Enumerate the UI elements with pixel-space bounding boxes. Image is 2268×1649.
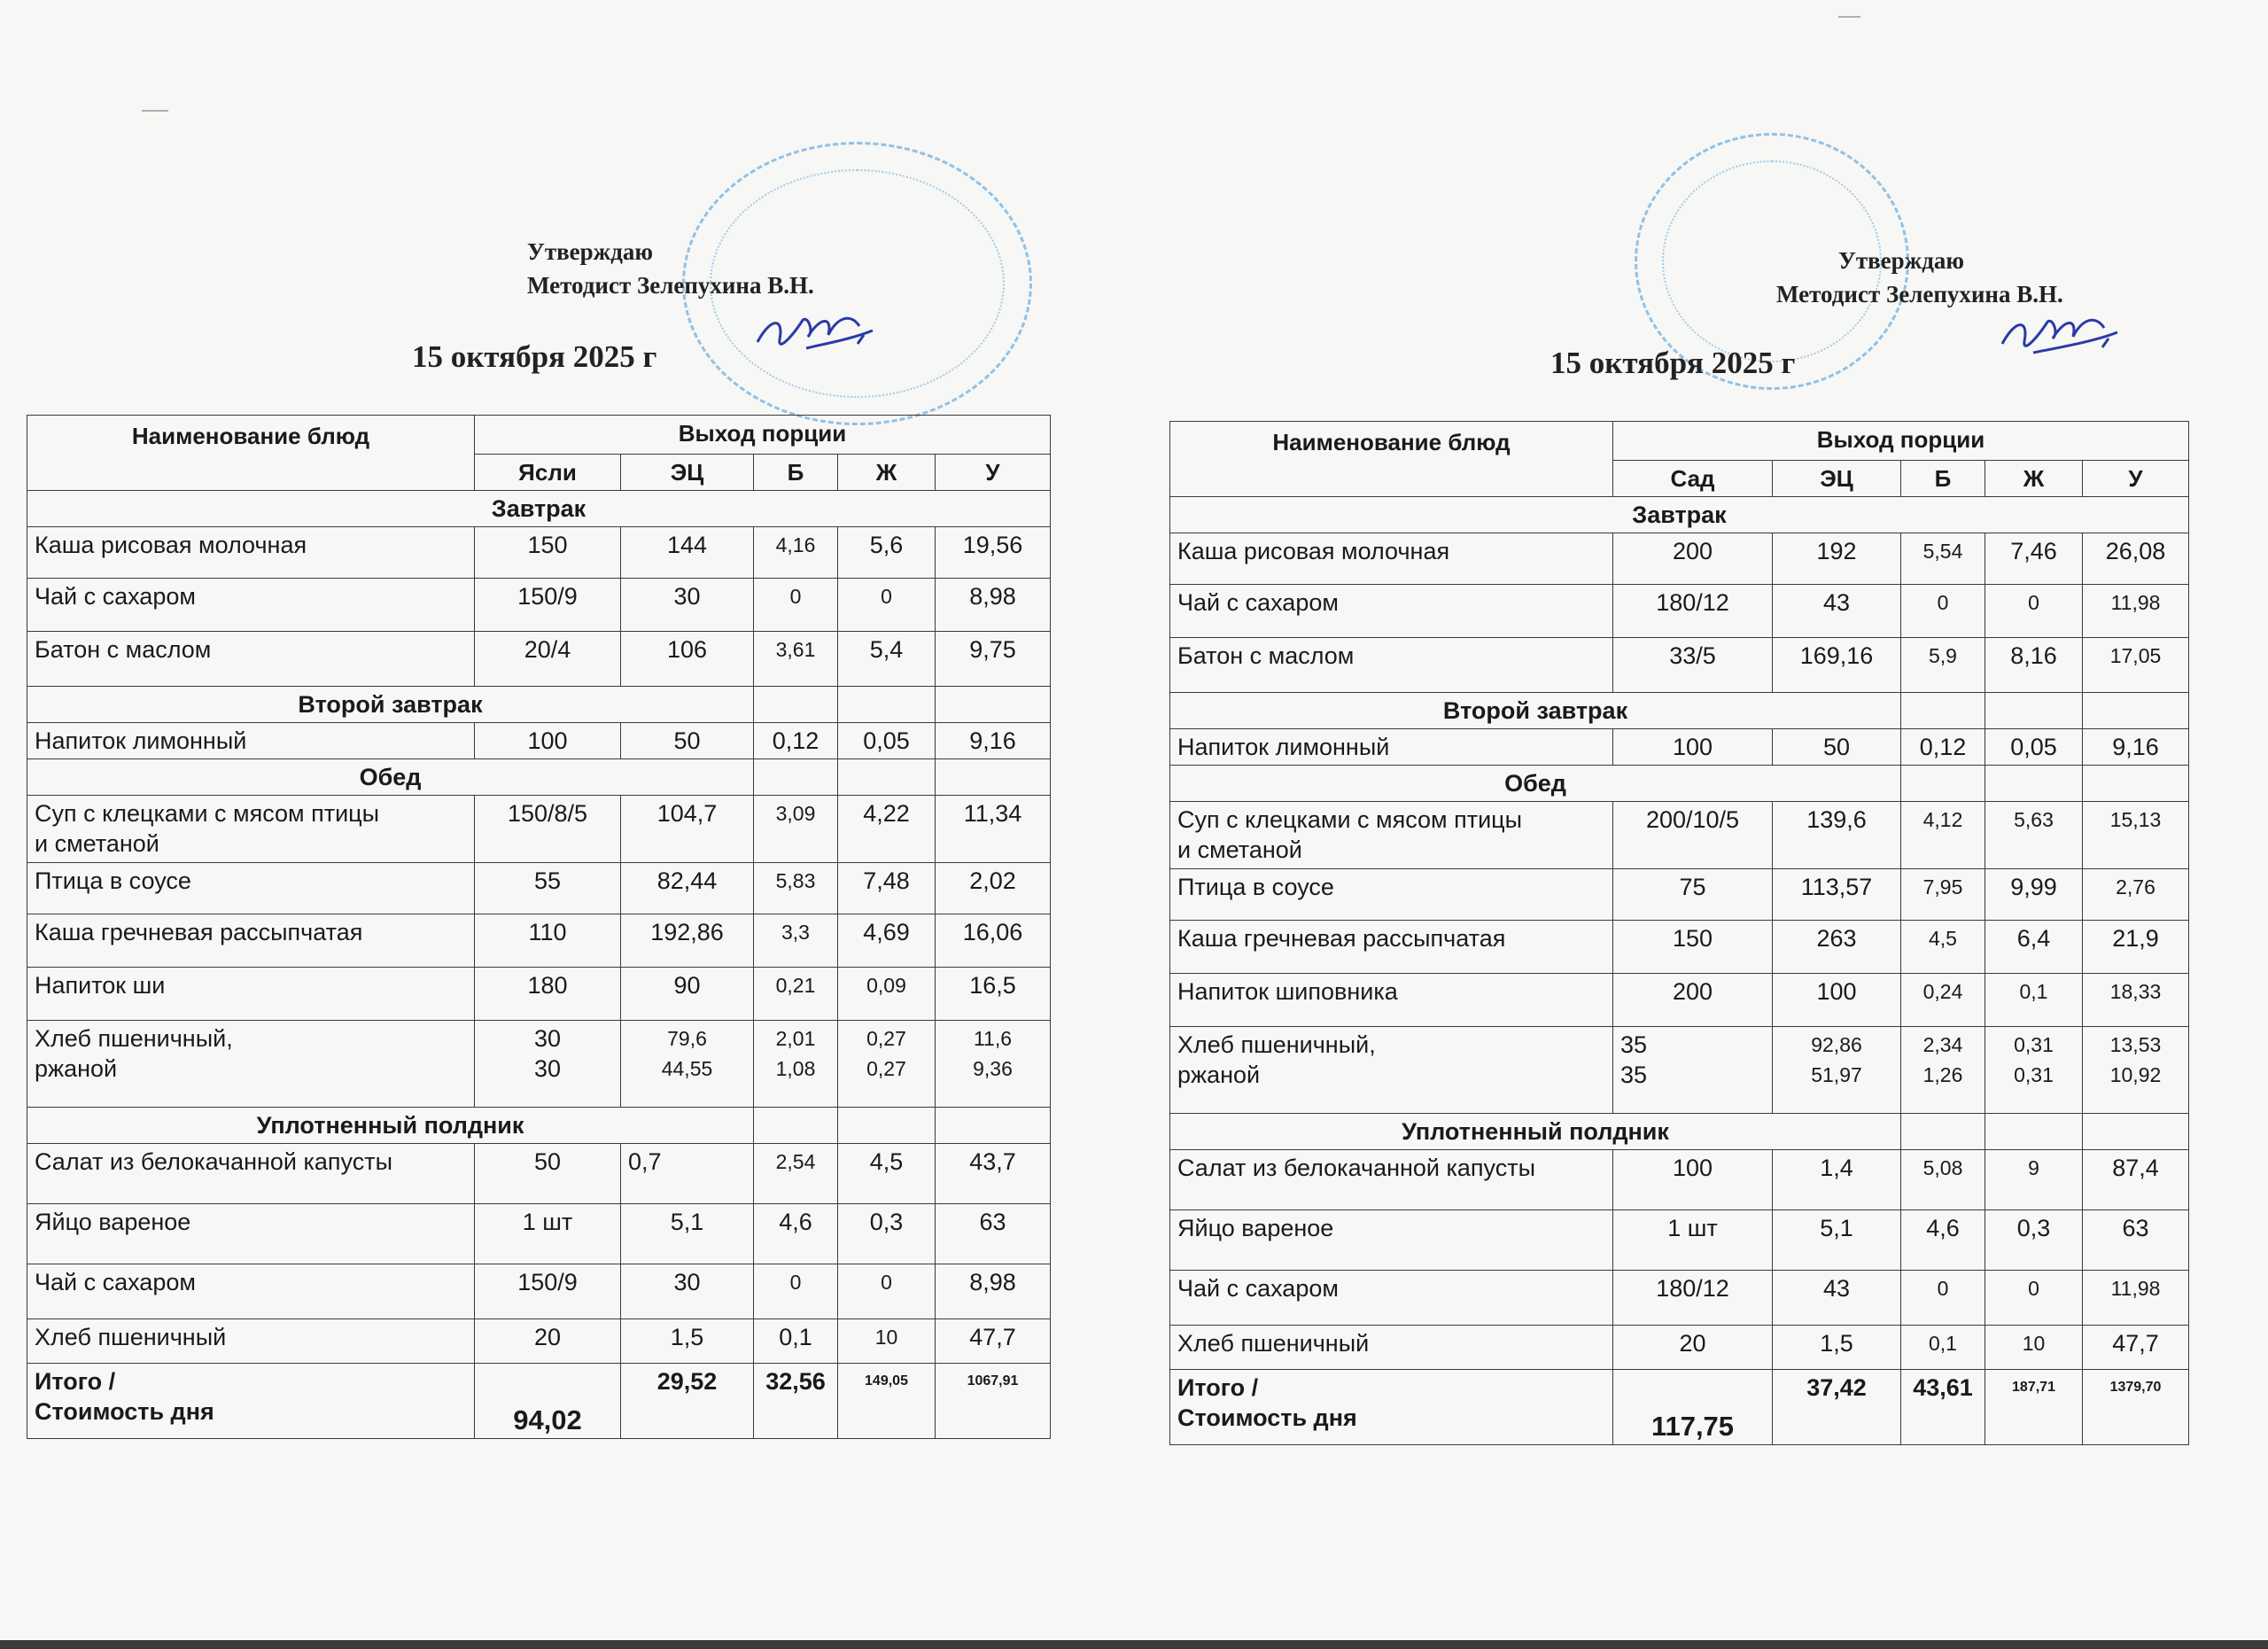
dish-name-line2: ржаной [1177, 1062, 1261, 1088]
fat: 5,63 [1985, 802, 2083, 869]
table-row [1170, 533, 2189, 585]
signature-icon [1998, 301, 2122, 363]
carbs: 63 [936, 1204, 1051, 1264]
menu-table [27, 415, 1051, 1439]
scan-speck [142, 110, 168, 112]
energy: 90 [621, 968, 754, 1021]
carbs: 18,33 [2083, 974, 2189, 1027]
fat [838, 1021, 936, 1108]
protein: 5,54 [1901, 533, 1985, 585]
fat: 7,48 [838, 863, 936, 914]
protein: 0 [754, 579, 838, 632]
dish-name: Чай с сахаром [27, 579, 475, 632]
protein: 3,3 [754, 914, 838, 968]
energy: 30 [621, 579, 754, 632]
protein: 0,24 [1901, 974, 1985, 1027]
table-row [27, 579, 1051, 632]
fat-line1: 0,31 [2014, 1033, 2054, 1056]
protein: 0,12 [1901, 729, 1985, 766]
dish-name-line2: ржаной [35, 1055, 118, 1082]
section-lunch: Обед [1170, 766, 1901, 802]
protein: 4,6 [1901, 1210, 1985, 1271]
protein: 0,21 [754, 968, 838, 1021]
portion: 100 [1613, 1150, 1773, 1210]
table-row [1170, 869, 2189, 921]
portion: 150/9 [475, 1264, 621, 1319]
approval-title: Утверждаю [1838, 247, 1965, 274]
energy: 106 [621, 632, 754, 687]
energy: 113,57 [1773, 869, 1901, 921]
total-label [1170, 1370, 1613, 1445]
approval-signer: Методист Зелепухина В.Н. [1776, 281, 2063, 307]
energy: 50 [621, 723, 754, 759]
carbs: 2,76 [2083, 869, 2189, 921]
total-protein: 32,56 [754, 1364, 838, 1439]
energy: 144 [621, 527, 754, 579]
menu-table [1169, 421, 2189, 1445]
total-label [27, 1364, 475, 1439]
header-age-group: Ясли [475, 455, 621, 491]
energy: 192,86 [621, 914, 754, 968]
energy: 1,5 [1773, 1326, 1901, 1370]
carbs [2083, 1027, 2189, 1114]
carbs: 9,75 [936, 632, 1051, 687]
protein: 2,54 [754, 1144, 838, 1204]
carbs-line1: 11,6 [973, 1027, 1013, 1050]
energy: 50 [1773, 729, 1901, 766]
portion: 150 [475, 527, 621, 579]
dish-name: Каша рисовая молочная [27, 527, 475, 579]
fat: 7,46 [1985, 533, 2083, 585]
header-carbs: У [2083, 461, 2189, 497]
portion: 180 [475, 968, 621, 1021]
section-second-breakfast: Второй завтрак [27, 687, 754, 723]
protein: 0,12 [754, 723, 838, 759]
dish-name: Чай с сахаром [27, 1264, 475, 1319]
header-protein: Б [1901, 461, 1985, 497]
header-fat: Ж [838, 455, 936, 491]
energy: 169,16 [1773, 638, 1901, 693]
table-row [27, 1204, 1051, 1264]
energy: 0,7 [621, 1144, 754, 1204]
fat: 0,05 [1985, 729, 2083, 766]
portion [1613, 1027, 1773, 1114]
portion: 1 шт [475, 1204, 621, 1264]
total-label-line1: Итого / [1177, 1374, 1259, 1401]
carbs: 47,7 [936, 1319, 1051, 1364]
dish-name: Каша гречневая рассыпчатая [27, 914, 475, 968]
fat: 0,3 [838, 1204, 936, 1264]
fat: 0,05 [838, 723, 936, 759]
scan-speck [1838, 16, 1860, 18]
dish-name: Батон с маслом [27, 632, 475, 687]
fat: 9,99 [1985, 869, 2083, 921]
empty-cell [838, 687, 936, 723]
empty-cell [936, 687, 1051, 723]
table-row [1170, 921, 2189, 974]
portion-line1: 30 [533, 1025, 562, 1052]
header-energy: ЭЦ [1773, 461, 1901, 497]
empty-cell [754, 687, 838, 723]
dish-name-line1: Суп с клецками с мясом птицы [1177, 806, 1523, 833]
empty-cell [1901, 1114, 1985, 1150]
carbs: 11,34 [936, 796, 1051, 863]
portion: 33/5 [1613, 638, 1773, 693]
protein [754, 1021, 838, 1108]
approval-signer: Методист Зелепухина В.Н. [527, 272, 814, 299]
header-portion-output: Выход порции [1613, 422, 2189, 461]
document-date: 15 октября 2025 г [412, 339, 657, 374]
empty-cell [838, 1108, 936, 1144]
carbs: 2,02 [936, 863, 1051, 914]
energy: 100 [1773, 974, 1901, 1027]
dish-name: Салат из белокачанной капусты [27, 1144, 475, 1204]
total-energy: 37,42 [1773, 1370, 1901, 1445]
portion-line2: 30 [533, 1055, 562, 1082]
day-cost: 94,02 [475, 1364, 621, 1439]
fat: 0 [838, 1264, 936, 1319]
portion: 150/9 [475, 579, 621, 632]
portion: 180/12 [1613, 585, 1773, 638]
energy: 1,4 [1773, 1150, 1901, 1210]
dish-name: Напиток лимонный [1170, 729, 1613, 766]
table-row [1170, 1027, 2189, 1114]
protein-line2: 1,26 [1922, 1063, 1963, 1086]
energy: 104,7 [621, 796, 754, 863]
dish-name-line1: Хлеб пшеничный, [1177, 1031, 1376, 1058]
dish-name: Птица в соусе [1170, 869, 1613, 921]
fat: 10 [1985, 1326, 2083, 1370]
portion: 20 [475, 1319, 621, 1364]
carbs: 21,9 [2083, 921, 2189, 974]
protein: 4,5 [1901, 921, 1985, 974]
portion: 150/8/5 [475, 796, 621, 863]
scanner-edge [0, 1640, 2268, 1649]
dish-name: Чай с сахаром [1170, 585, 1613, 638]
carbs-line2: 10,92 [2109, 1063, 2162, 1086]
energy-line2: 44,55 [661, 1057, 713, 1080]
carbs: 8,98 [936, 579, 1051, 632]
empty-cell [838, 759, 936, 796]
carbs: 16,5 [936, 968, 1051, 1021]
carbs: 16,06 [936, 914, 1051, 968]
protein: 3,61 [754, 632, 838, 687]
table-row [1170, 802, 2189, 869]
energy: 5,1 [1773, 1210, 1901, 1271]
fat: 4,69 [838, 914, 936, 968]
empty-cell [1985, 1114, 2083, 1150]
empty-cell [1901, 693, 1985, 729]
carbs: 15,13 [2083, 802, 2189, 869]
protein: 5,08 [1901, 1150, 1985, 1210]
fat: 0,09 [838, 968, 936, 1021]
dish-name: Каша рисовая молочная [1170, 533, 1613, 585]
carbs: 87,4 [2083, 1150, 2189, 1210]
fat-line2: 0,31 [2014, 1063, 2054, 1086]
section-second-breakfast: Второй завтрак [1170, 693, 1901, 729]
protein: 0 [1901, 1271, 1985, 1326]
protein-line2: 1,08 [775, 1057, 816, 1080]
energy: 263 [1773, 921, 1901, 974]
table-row [27, 968, 1051, 1021]
carbs: 9,16 [936, 723, 1051, 759]
empty-cell [1901, 766, 1985, 802]
dish-name [27, 796, 475, 863]
day-cost: 117,75 [1613, 1370, 1773, 1445]
fat: 0 [1985, 1271, 2083, 1326]
empty-cell [754, 759, 838, 796]
document-date: 15 октября 2025 г [1550, 346, 1796, 380]
total-fat: 187,71 [1985, 1370, 2083, 1445]
portion: 50 [475, 1144, 621, 1204]
fat: 0 [838, 579, 936, 632]
protein-line1: 2,34 [1922, 1033, 1963, 1056]
protein: 0 [754, 1264, 838, 1319]
carbs: 8,98 [936, 1264, 1051, 1319]
carbs: 11,98 [2083, 1271, 2189, 1326]
energy-line1: 79,6 [667, 1027, 707, 1050]
portion-line2: 35 [1620, 1062, 1648, 1088]
table-row [27, 796, 1051, 863]
protein: 0,1 [1901, 1326, 1985, 1370]
header-dish-name: Наименование блюд [1170, 422, 1613, 497]
protein [1901, 1027, 1985, 1114]
fat: 0 [1985, 585, 2083, 638]
carbs-line2: 9,36 [973, 1057, 1013, 1080]
protein: 5,83 [754, 863, 838, 914]
carbs: 47,7 [2083, 1326, 2189, 1370]
table-row [27, 632, 1051, 687]
protein: 4,12 [1901, 802, 1985, 869]
energy-line1: 92,86 [1811, 1033, 1862, 1056]
dish-name: Батон с маслом [1170, 638, 1613, 693]
empty-cell [2083, 1114, 2189, 1150]
dish-name-line1: Суп с клецками с мясом птицы [35, 800, 380, 827]
dish-name: Хлеб пшеничный [27, 1319, 475, 1364]
fat: 9 [1985, 1150, 2083, 1210]
protein: 5,9 [1901, 638, 1985, 693]
table-row [27, 723, 1051, 759]
portion: 150 [1613, 921, 1773, 974]
table-row [1170, 974, 2189, 1027]
dish-name [27, 1021, 475, 1108]
header-energy: ЭЦ [621, 455, 754, 491]
total-protein: 43,61 [1901, 1370, 1985, 1445]
empty-cell [754, 1108, 838, 1144]
portion: 200/10/5 [1613, 802, 1773, 869]
table-row [1170, 585, 2189, 638]
energy [621, 1021, 754, 1108]
portion: 110 [475, 914, 621, 968]
carbs: 63 [2083, 1210, 2189, 1271]
empty-cell [936, 759, 1051, 796]
fat: 6,4 [1985, 921, 2083, 974]
carbs: 11,98 [2083, 585, 2189, 638]
energy: 192 [1773, 533, 1901, 585]
signature-icon [753, 299, 877, 362]
dish-name-line2: и сметаной [1177, 836, 1302, 863]
table-row [1170, 638, 2189, 693]
energy: 139,6 [1773, 802, 1901, 869]
dish-name-line1: Хлеб пшеничный, [35, 1025, 233, 1052]
dish-name [1170, 802, 1613, 869]
empty-cell [1985, 766, 2083, 802]
fat: 5,4 [838, 632, 936, 687]
portion: 100 [475, 723, 621, 759]
header-carbs: У [936, 455, 1051, 491]
portion: 200 [1613, 533, 1773, 585]
energy [1773, 1027, 1901, 1114]
table-row [27, 1319, 1051, 1364]
empty-cell [2083, 766, 2189, 802]
table-row [1170, 1326, 2189, 1370]
dish-name: Птица в соусе [27, 863, 475, 914]
table-row [27, 527, 1051, 579]
table-row [1170, 729, 2189, 766]
header-fat: Ж [1985, 461, 2083, 497]
fat: 10 [838, 1319, 936, 1364]
fat-line1: 0,27 [866, 1027, 906, 1050]
dish-name: Напиток ши [27, 968, 475, 1021]
table-row [27, 863, 1051, 914]
dish-name [1170, 1027, 1613, 1114]
total-label-line1: Итого / [35, 1368, 116, 1395]
table-row [27, 1264, 1051, 1319]
approval-title: Утверждаю [527, 238, 654, 265]
fat [1985, 1027, 2083, 1114]
energy: 43 [1773, 1271, 1901, 1326]
fat-line2: 0,27 [866, 1057, 906, 1080]
portion: 180/12 [1613, 1271, 1773, 1326]
table-row [27, 1144, 1051, 1204]
section-snack: Уплотненный полдник [27, 1108, 754, 1144]
energy: 82,44 [621, 863, 754, 914]
portion-line1: 35 [1620, 1031, 1648, 1058]
header-portion-output: Выход порции [475, 416, 1051, 455]
section-lunch: Обед [27, 759, 754, 796]
empty-cell [1985, 693, 2083, 729]
dish-name-line2: и сметаной [35, 830, 159, 857]
carbs: 26,08 [2083, 533, 2189, 585]
section-breakfast: Завтрак [1170, 497, 2189, 533]
energy: 1,5 [621, 1319, 754, 1364]
total-fat: 149,05 [838, 1364, 936, 1439]
header-age-group: Сад [1613, 461, 1773, 497]
total-row [27, 1364, 1051, 1439]
protein: 7,95 [1901, 869, 1985, 921]
carbs: 17,05 [2083, 638, 2189, 693]
carbs-line1: 13,53 [2109, 1033, 2162, 1056]
portion: 75 [1613, 869, 1773, 921]
total-row [1170, 1370, 2189, 1445]
table-row [27, 1021, 1051, 1108]
header-protein: Б [754, 455, 838, 491]
table-row [1170, 1210, 2189, 1271]
dish-name: Салат из белокачанной капусты [1170, 1150, 1613, 1210]
fat: 8,16 [1985, 638, 2083, 693]
empty-cell [936, 1108, 1051, 1144]
total-energy: 29,52 [621, 1364, 754, 1439]
fat: 4,5 [838, 1144, 936, 1204]
carbs: 43,7 [936, 1144, 1051, 1204]
dish-name: Яйцо вареное [27, 1204, 475, 1264]
approval-block [527, 235, 814, 302]
header-dish-name: Наименование блюд [27, 416, 475, 491]
dish-name: Каша гречневая рассыпчатая [1170, 921, 1613, 974]
dish-name: Напиток лимонный [27, 723, 475, 759]
total-carbs: 1067,91 [936, 1364, 1051, 1439]
carbs: 19,56 [936, 527, 1051, 579]
protein-line1: 2,01 [775, 1027, 816, 1050]
total-carbs: 1379,70 [2083, 1370, 2189, 1445]
portion: 20 [1613, 1326, 1773, 1370]
dish-name: Чай с сахаром [1170, 1271, 1613, 1326]
protein: 0 [1901, 585, 1985, 638]
table-row [1170, 1271, 2189, 1326]
carbs [936, 1021, 1051, 1108]
portion [475, 1021, 621, 1108]
energy: 43 [1773, 585, 1901, 638]
fat: 0,1 [1985, 974, 2083, 1027]
section-snack: Уплотненный полдник [1170, 1114, 1901, 1150]
protein: 4,6 [754, 1204, 838, 1264]
total-label-line2: Стоимость дня [1177, 1404, 1357, 1431]
total-label-line2: Стоимость дня [35, 1398, 214, 1425]
table-row [27, 914, 1051, 968]
portion: 200 [1613, 974, 1773, 1027]
protein: 0,1 [754, 1319, 838, 1364]
empty-cell [2083, 693, 2189, 729]
carbs: 9,16 [2083, 729, 2189, 766]
portion: 100 [1613, 729, 1773, 766]
section-breakfast: Завтрак [27, 491, 1051, 527]
dish-name: Напиток шиповника [1170, 974, 1613, 1027]
dish-name: Яйцо вареное [1170, 1210, 1613, 1271]
portion: 55 [475, 863, 621, 914]
portion: 20/4 [475, 632, 621, 687]
energy-line2: 51,97 [1811, 1063, 1862, 1086]
dish-name: Хлеб пшеничный [1170, 1326, 1613, 1370]
fat: 5,6 [838, 527, 936, 579]
fat: 0,3 [1985, 1210, 2083, 1271]
energy: 30 [621, 1264, 754, 1319]
protein: 4,16 [754, 527, 838, 579]
table-row [1170, 1150, 2189, 1210]
portion: 1 шт [1613, 1210, 1773, 1271]
protein: 3,09 [754, 796, 838, 863]
fat: 4,22 [838, 796, 936, 863]
energy: 5,1 [621, 1204, 754, 1264]
